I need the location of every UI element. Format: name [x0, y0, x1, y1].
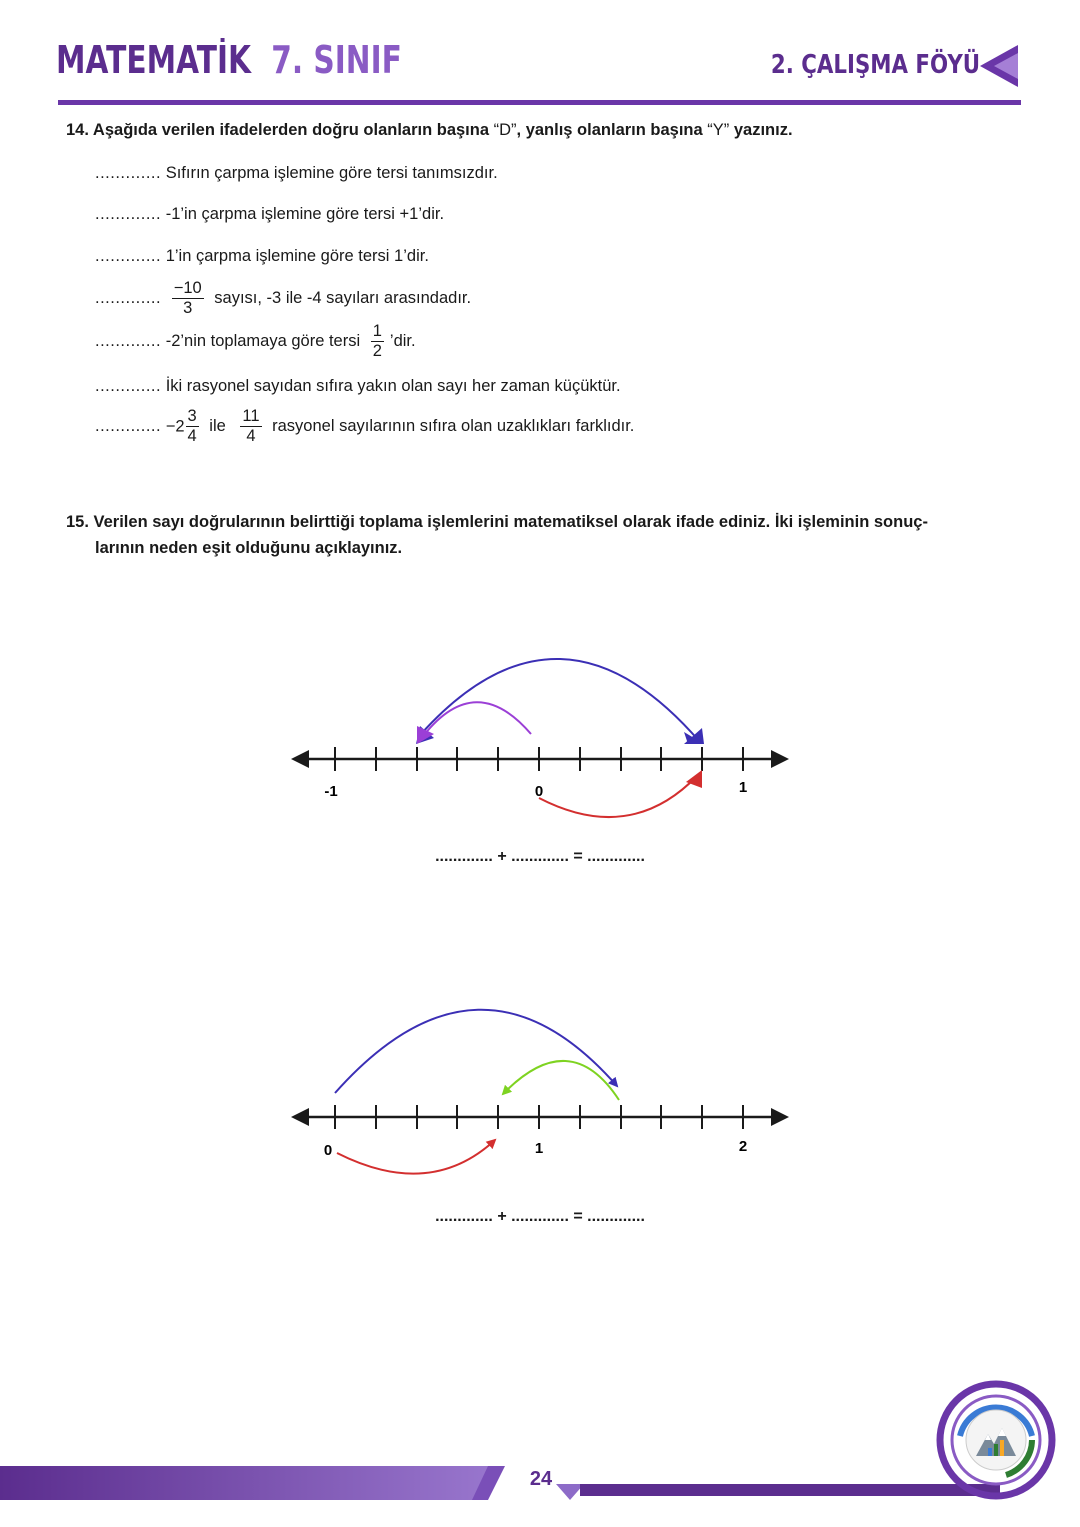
equation-line-1[interactable]: ............. + ............. = .............	[435, 848, 645, 865]
left-arrow-icon	[291, 750, 309, 768]
tick-label: 2	[738, 1138, 748, 1155]
statement-text: -1’in çarpma işlemine göre tersi +1’dir.	[165, 205, 445, 223]
axis-2	[291, 1105, 789, 1159]
prompt-text: yazınız.	[729, 121, 793, 139]
prompt-text: Verilen sayı doğrularının belirttiği toplama işlemlerini matematiksel olarak ifade ediniz. İki işleminin sonuç-	[93, 513, 928, 531]
sheet-title: 2. ÇALIŞMA FÖYÜ	[770, 50, 980, 80]
tick-label: -1	[324, 783, 338, 800]
statement-text: Sıfırın çarpma işlemine göre tersi tanımsızdır.	[165, 164, 498, 182]
red-arc	[337, 1140, 495, 1174]
prompt-text: Aşağıda verilen ifadelerden doğru olanların başına	[92, 121, 494, 139]
subject-title: MATEMATİK	[56, 38, 251, 82]
blue-arc	[335, 1010, 617, 1093]
tick-label: 1	[534, 1140, 544, 1157]
prompt-text: larının neden eşit olduğunu açıklayınız.	[95, 539, 403, 557]
page-number: 24	[529, 1468, 553, 1490]
fraction: $\frac{11}{4}$	[242, 407, 260, 445]
statement-text: İki rasyonel sayıdan sıfıra yakın olan sayı her zaman küçüktür.	[165, 377, 621, 395]
mark-d: “D”	[493, 121, 517, 139]
statement-text: sayısı, -3 ile -4 sayıları arasındadır.	[214, 288, 472, 307]
question-number: 14.	[66, 121, 89, 139]
right-arrow-icon	[771, 1108, 789, 1126]
prompt-text: , yanlış olanların başına	[516, 121, 708, 139]
left-arrow-icon	[291, 1108, 309, 1126]
fraction: $\frac{1}{2}$	[372, 322, 382, 360]
violet-arc	[424, 702, 531, 735]
blue-arc	[421, 659, 700, 742]
grade-title: 7. SINIF	[271, 38, 402, 82]
right-arrow-icon	[771, 750, 789, 768]
answer-blank[interactable]: .............	[95, 416, 162, 435]
mark-y: “Y”	[707, 121, 730, 139]
red-arc	[539, 776, 697, 817]
equation-line-2[interactable]: ............. + ............. = .............	[435, 1208, 645, 1225]
answer-blank[interactable]: .............	[95, 331, 162, 350]
answer-blank[interactable]: .............	[95, 247, 162, 265]
axis-1	[291, 747, 789, 800]
statement-text: -2’nin toplamaya göre tersi	[165, 331, 361, 350]
green-arc	[503, 1061, 619, 1100]
tick-label: 0	[534, 783, 544, 800]
statement-text: 1’in çarpma işlemine göre tersi 1’dir.	[165, 247, 429, 265]
statement-text: ’dir.	[389, 331, 416, 350]
answer-blank[interactable]: .............	[95, 377, 162, 395]
fraction: $\frac{-10}{3}$	[173, 279, 202, 317]
answer-blank[interactable]: .............	[95, 164, 162, 182]
institution-logo-icon	[936, 1378, 1060, 1502]
mixed-number: −2 $\frac{3}{4}$	[165, 407, 197, 445]
answer-blank[interactable]: .............	[95, 288, 162, 307]
answer-blank[interactable]: .............	[95, 205, 162, 223]
tick-label: 1	[738, 779, 748, 796]
statement-text: ile	[209, 416, 226, 435]
tick-label: 0	[323, 1142, 333, 1159]
question-number: 15.	[66, 513, 89, 531]
statement-text: rasyonel sayılarının sıfıra olan uzaklıkları farklıdır.	[272, 416, 635, 435]
